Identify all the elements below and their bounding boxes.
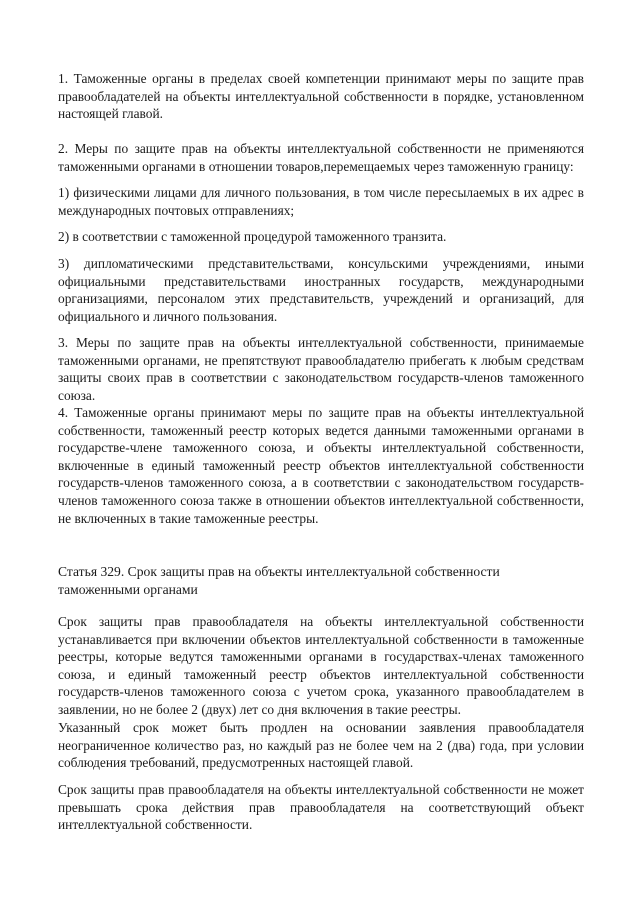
- paragraph-4: 4. Таможенные органы принимают меры по защите прав на объекты интеллектуальной собственности, таможенный реестр которых ведется данными таможенными органами в государстве-члене таможенного союза, и объекты интеллектуальной собственности, включенные в единый таможенный реестр объектов интеллектуальной собственности государств-членов таможенного союза, а в соответствии с законодательством государств-членов таможенного союза также в отношении объектов интеллектуальной собственности, не включенных в такие таможенные реестры.: [58, 405, 584, 526]
- article-paragraph-1: Срок защиты прав правообладателя на объекты интеллектуальной собственности устанавливается при включении объектов интеллектуальной собственности в таможенные реестры, которые ведутся таможенными органами в государствах-членах таможенного союза, и единый таможенный реестр объектов интеллектуальной собственности государств-членов таможенного союза с учетом срока, указанного правообладателем в заявлении, но не более 2 (двух) лет со дня включения в такие реестры.: [58, 614, 584, 717]
- paragraph-2-item-3: 3) дипломатическими представительствами, консульскими учреждениями, иными официальными представительствами иностранных государств, международными организациями, персоналом этих представительств, учреждений и организаций, для официального и личного пользования.: [58, 256, 584, 324]
- article-paragraph-3: Срок защиты прав правообладателя на объекты интеллектуальной собственности не может превышать срока действия прав правообладателя на соответствующий объект интеллектуальной собственности.: [58, 782, 584, 833]
- paragraph-2-item-1: 1) физическими лицами для личного пользования, в том числе пересылаемых в их адрес в международных почтовых отправлениях;: [58, 185, 584, 218]
- paragraph-3: 3. Меры по защите прав на объекты интеллектуальной собственности, принимаемые таможенными органами, не препятствуют правообладателю прибегать к любым средствам защиты своих прав в соответствии с законодательством государств-членов таможенного союза.: [58, 335, 584, 403]
- article-paragraph-2: Указанный срок может быть продлен на основании заявления правообладателя неограниченное количество раз, но каждый раз не более чем на 2 (два) года, при условии соблюдения требований, предусмотренных настоящей главой.: [58, 720, 584, 771]
- paragraph-1: 1. Таможенные органы в пределах своей компетенции принимают меры по защите прав правообладателей на объекты интеллектуальной собственности в порядке, установленном настоящей главой.: [58, 71, 584, 122]
- article-heading: Статья 329. Срок защиты прав на объекты интеллектуальной собственности таможенными органами: [58, 564, 500, 597]
- paragraph-2: 2. Меры по защите прав на объекты интеллектуальной собственности не применяются таможенными органами в отношении товаров,перемещаемых через таможенную границу:: [58, 141, 584, 174]
- paragraph-2-item-2: 2) в соответствии с таможенной процедурой таможенного транзита.: [58, 229, 447, 244]
